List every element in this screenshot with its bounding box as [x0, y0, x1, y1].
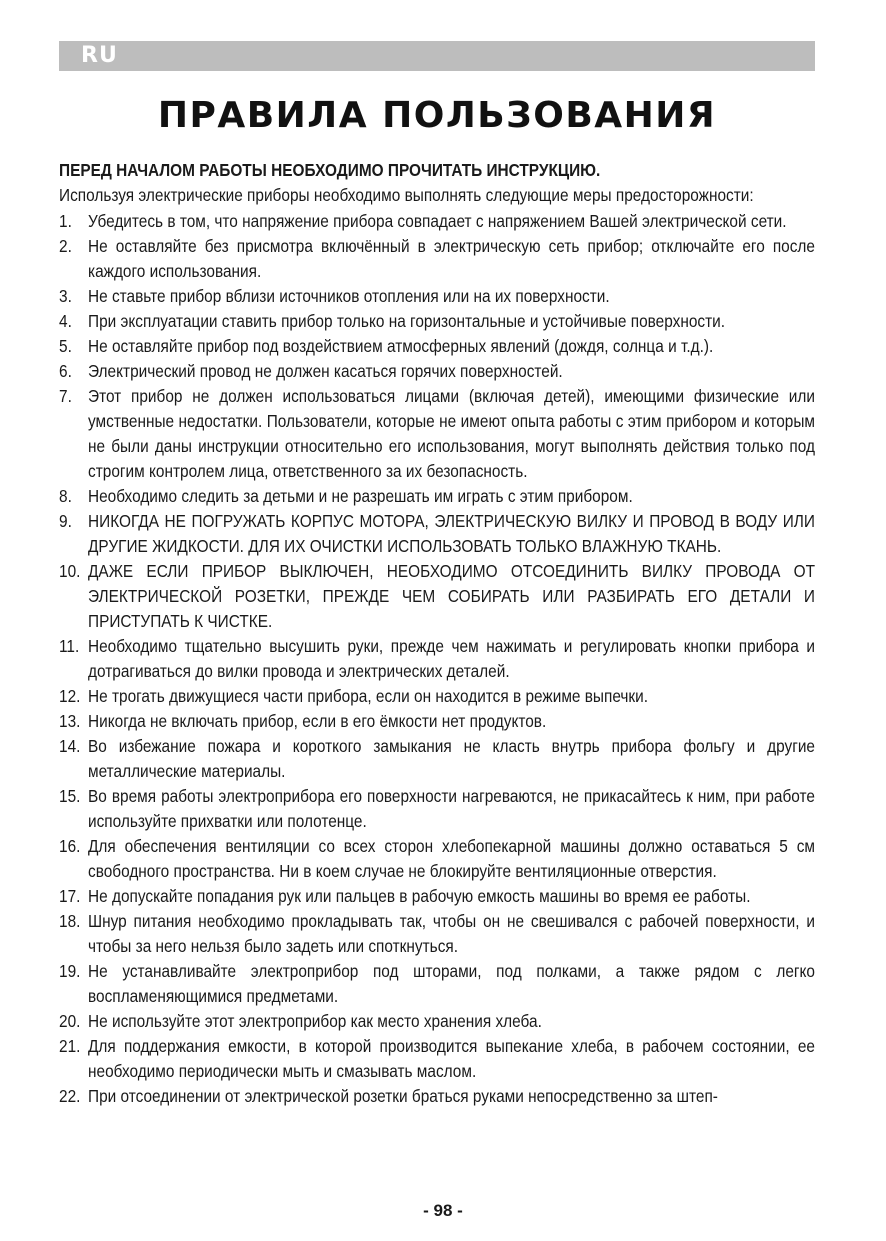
- list-item-text: Необходимо следить за детьми и не разрешать им играть с этим прибором.: [88, 486, 633, 506]
- list-item: [59, 634, 815, 684]
- list-item-number: 17.: [59, 886, 81, 906]
- list-item: [59, 334, 815, 359]
- rules-list: [59, 209, 815, 1109]
- list-item-number: 18.: [59, 911, 81, 931]
- list-item-text: Не используйте этот электроприбор как место хранения хлеба.: [88, 1011, 542, 1031]
- list-item-number: 10.: [59, 561, 81, 581]
- list-item-number: 8.: [59, 486, 72, 506]
- list-item-text: НИКОГДА НЕ ПОГРУЖАТЬ КОРПУС МОТОРА, ЭЛЕКТРИЧЕСКУЮ ВИЛКУ И ПРОВОД В ВОДУ ИЛИ ДРУГИЕ ЖИДКОСТИ. ДЛЯ ИХ ОЧИСТКИ ИСПОЛЬЗОВАТЬ ТОЛЬКО ВЛАЖНУЮ ТКАНЬ.: [88, 511, 815, 556]
- list-item-number: 6.: [59, 361, 72, 381]
- list-item-text: Во избежание пожара и короткого замыкания не класть внутрь прибора фольгу и другие металлические материалы.: [88, 736, 815, 781]
- language-code: RU: [81, 43, 118, 68]
- list-item-text: Не ставьте прибор вблизи источников отопления или на их поверхности.: [88, 286, 610, 306]
- list-item: [59, 484, 815, 509]
- list-item: [59, 709, 815, 734]
- list-item: [59, 684, 815, 709]
- list-item: [59, 359, 815, 384]
- list-item: [59, 1084, 815, 1109]
- list-item-number: 20.: [59, 1011, 81, 1031]
- list-item-number: 3.: [59, 286, 72, 306]
- list-item-text: Этот прибор не должен использоваться лицами (включая детей), имеющими физические или умственные недостатки. Пользователи, которые не имеют опыта работы с этим прибором и которым не были даны инструкции относительно его использования, могут выполнять действия только под строгим контролем лица, ответственного за их безопасность.: [88, 386, 815, 481]
- list-item-text: При отсоединении от электрической розетки браться руками непосредственно за штеп-: [88, 1086, 718, 1106]
- list-item-text: Не устанавливайте электроприбор под шторами, под полками, а также рядом с легко воспламеняющимися предметами.: [88, 961, 815, 1006]
- list-item-text: ДАЖЕ ЕСЛИ ПРИБОР ВЫКЛЮЧЕН, НЕОБХОДИМО ОТСОЕДИНИТЬ ВИЛКУ ПРОВОДА ОТ ЭЛЕКТРИЧЕСКОЙ РОЗЕТКИ, ПРЕЖДЕ ЧЕМ СОБИРАТЬ ИЛИ РАЗБИРАТЬ ЕГО ДЕТАЛИ И ПРИСТУПАТЬ К ЧИСТКЕ.: [88, 561, 815, 631]
- list-item-text: Для поддержания емкости, в которой производится выпекание хлеба, в рабочем состоянии, ее необходимо периодически мыть и смазывать маслом.: [88, 1036, 815, 1081]
- list-item-text: Шнур питания необходимо прокладывать так, чтобы он не свешивался с рабочей поверхности, и чтобы за него нельзя было задеть или споткнуться.: [88, 911, 815, 956]
- list-item-number: 7.: [59, 386, 72, 406]
- list-item-number: 15.: [59, 786, 81, 806]
- list-item-text: Необходимо тщательно высушить руки, прежде чем нажимать и регулировать кнопки прибора и дотрагиваться до вилки провода и электрических деталей.: [88, 636, 815, 681]
- list-item-number: 13.: [59, 711, 81, 731]
- list-item: [59, 909, 815, 959]
- list-item-text: Во время работы электроприбора его поверхности нагреваются, не прикасайтесь к ним, при работе используйте прихватки или полотенце.: [88, 786, 815, 831]
- intro-heading: ПЕРЕД НАЧАЛОМ РАБОТЫ НЕОБХОДИМО ПРОЧИТАТЬ ИНСТРУКЦИЮ.: [59, 160, 601, 180]
- list-item: [59, 734, 815, 784]
- list-item-number: 2.: [59, 236, 72, 256]
- list-item-number: 21.: [59, 1036, 81, 1056]
- list-item: [59, 959, 815, 1009]
- list-item: [59, 284, 815, 309]
- list-item: [59, 309, 815, 334]
- list-item-text: Убедитесь в том, что напряжение прибора совпадает с напряжением Вашей электрической сети.: [88, 211, 787, 231]
- list-item: [59, 559, 815, 634]
- list-item: [59, 1009, 815, 1034]
- list-item-number: 22.: [59, 1086, 81, 1106]
- list-item-text: Не оставляйте без присмотра включённый в электрическую сеть прибор; отключайте его после каждого использования.: [88, 236, 815, 281]
- list-item: [59, 1034, 815, 1084]
- intro-text: Используя электрические приборы необходимо выполнять следующие меры предосторожности:: [59, 185, 754, 205]
- list-item-number: 4.: [59, 311, 72, 331]
- list-item-number: 5.: [59, 336, 72, 356]
- list-item-text: Электрический провод не должен касаться горячих поверхностей.: [88, 361, 563, 381]
- list-item: [59, 834, 815, 884]
- list-item-number: 11.: [59, 636, 80, 656]
- list-item: [59, 509, 815, 559]
- list-item: [59, 884, 815, 909]
- list-item-text: Не допускайте попадания рук или пальцев в рабочую емкость машины во время ее работы.: [88, 886, 751, 906]
- list-item-number: 1.: [59, 211, 72, 231]
- list-item: [59, 209, 815, 234]
- list-item-text: Никогда не включать прибор, если в его ёмкости нет продуктов.: [88, 711, 547, 731]
- language-bar: [59, 41, 815, 71]
- page-title: ПРАВИЛА ПОЛЬЗОВАНИЯ: [157, 95, 717, 136]
- list-item-number: 19.: [59, 961, 81, 981]
- list-item: [59, 234, 815, 284]
- list-item-text: Для обеспечения вентиляции со всех сторон хлебопекарной машины должно оставаться 5 см свободного пространства. Ни в коем случае не блокируйте вентиляционные отверстия.: [88, 836, 815, 881]
- list-item-number: 14.: [59, 736, 81, 756]
- list-item-text: Не оставляйте прибор под воздействием атмосферных явлений (дождя, солнца и т.д.).: [88, 336, 714, 356]
- list-item-text: Не трогать движущиеся части прибора, если он находится в режиме выпечки.: [88, 686, 649, 706]
- list-item-number: 16.: [59, 836, 81, 856]
- list-item-number: 9.: [59, 511, 72, 531]
- list-item: [59, 784, 815, 834]
- list-item-number: 12.: [59, 686, 81, 706]
- list-item-text: При эксплуатации ставить прибор только на горизонтальные и устойчивые поверхности.: [88, 311, 726, 331]
- page-number: - 98 -: [423, 1201, 463, 1220]
- list-item: [59, 384, 815, 484]
- document-body: [59, 158, 815, 1109]
